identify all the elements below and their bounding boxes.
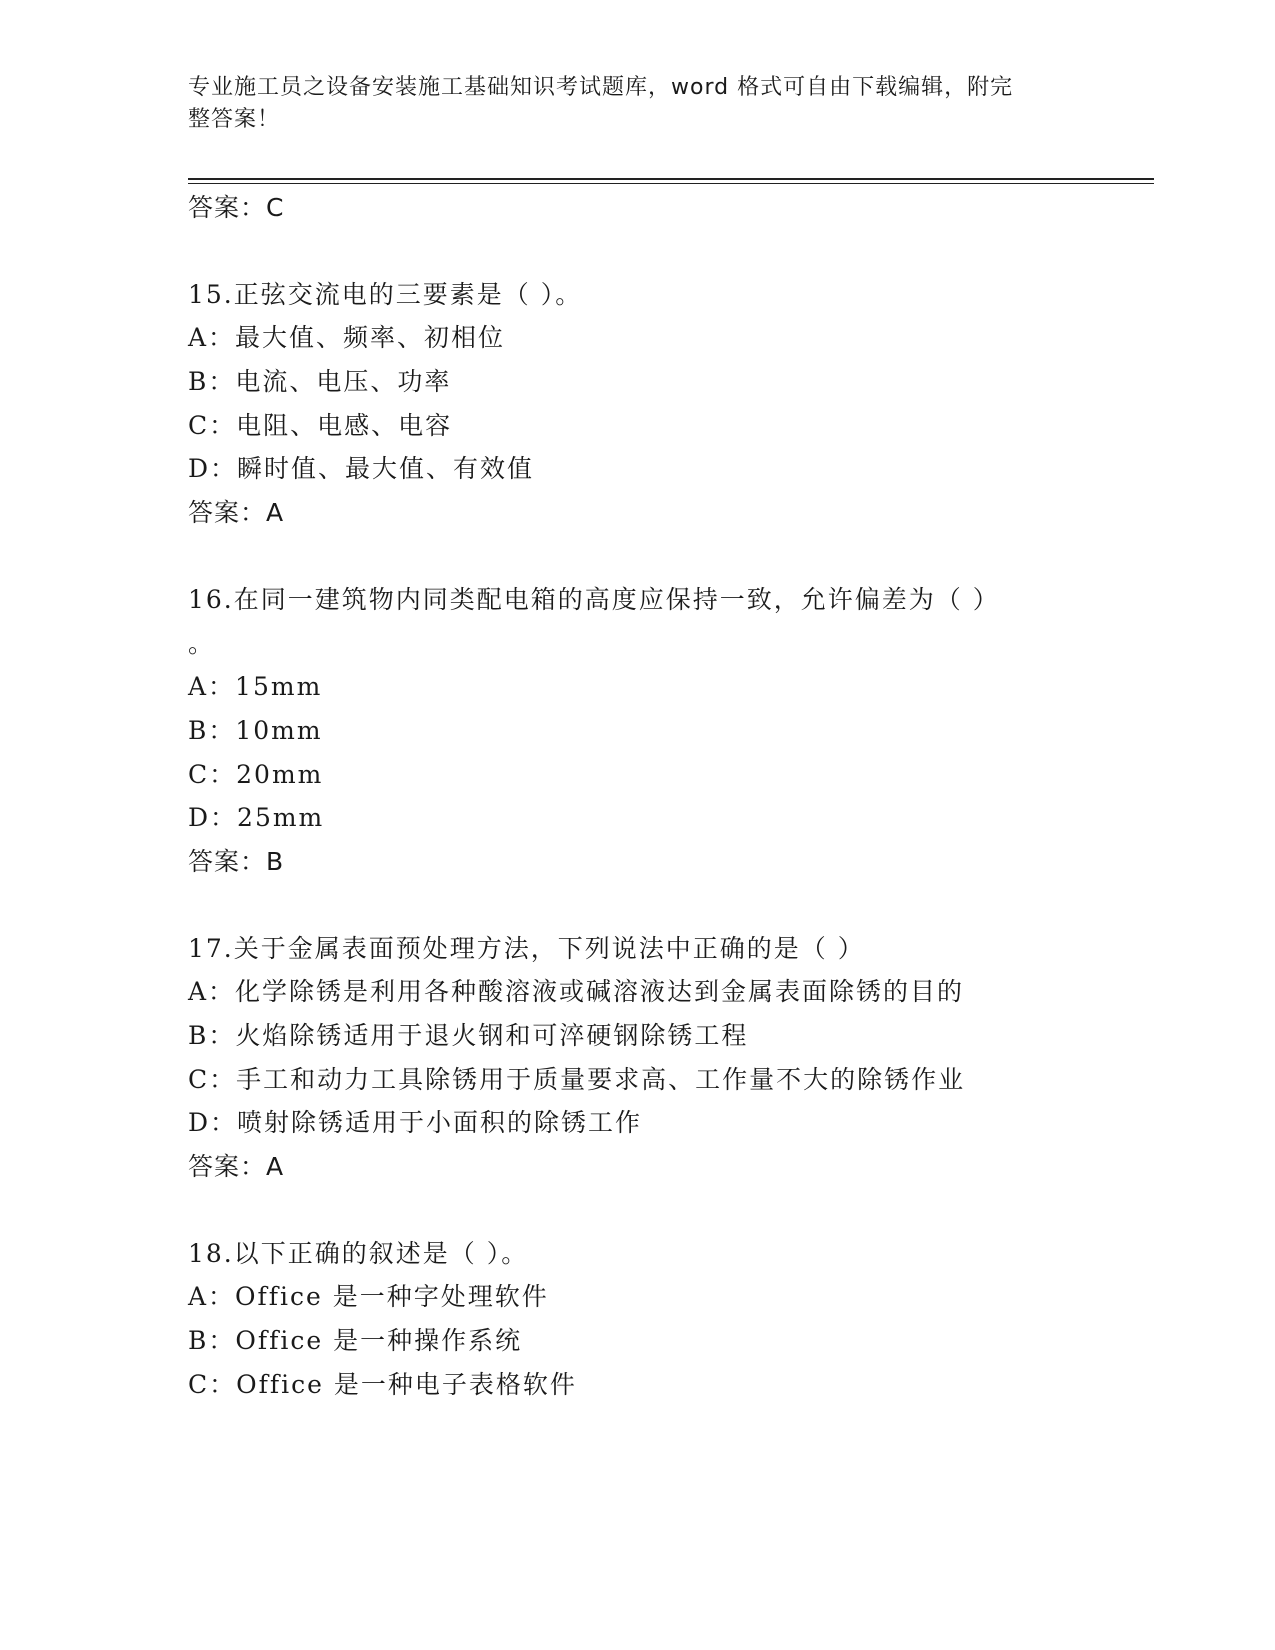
question-16-answer: 答案：B — [188, 847, 285, 876]
question-17-stem: 17.关于金属表面预处理方法，下列说法中正确的是（ ） — [188, 934, 865, 963]
question-16-option-a: A：15mm — [188, 672, 323, 701]
question-17-option-b: B：火焰除锈适用于退火钢和可淬硬钢除锈工程 — [188, 1021, 749, 1050]
question-17-option-a: A：化学除锈是利用各种酸溶液或碱溶液达到金属表面除锈的目的 — [188, 977, 965, 1006]
header-line-1: 专业施工员之设备安装施工基础知识考试题库，word 格式可自由下载编辑，附完 — [188, 75, 1014, 100]
question-15-stem: 15.正弦交流电的三要素是（ ）。 — [188, 280, 583, 309]
question-17-answer: 答案：A — [188, 1152, 285, 1181]
header-divider-thick — [188, 178, 1154, 180]
question-17-option-d: D：喷射除锈适用于小面积的除锈工作 — [188, 1108, 643, 1137]
question-18-option-c: C：Office 是一种电子表格软件 — [188, 1370, 577, 1399]
question-18-stem: 18.以下正确的叙述是（ ）。 — [188, 1239, 529, 1268]
question-15-option-c: C：电阻、电感、电容 — [188, 411, 453, 440]
question-17-option-c: C：手工和动力工具除锈用于质量要求高、工作量不大的除锈作业 — [188, 1065, 966, 1094]
header-line-2: 整答案！ — [188, 107, 281, 132]
header-divider-thin — [188, 183, 1154, 184]
question-16-option-c: C：20mm — [188, 760, 324, 789]
previous-answer: 答案：C — [188, 193, 285, 222]
question-16-option-d: D：25mm — [188, 803, 325, 832]
question-18-option-a: A：Office 是一种字处理软件 — [188, 1282, 549, 1311]
question-15-option-b: B：电流、电压、功率 — [188, 367, 452, 396]
question-15-answer: 答案：A — [188, 498, 285, 527]
question-16-option-b: B：10mm — [188, 716, 323, 745]
question-16-stem: 16.在同一建筑物内同类配电箱的高度应保持一致，允许偏差为（ ） — [188, 585, 1000, 614]
question-15-option-d: D：瞬时值、最大值、有效值 — [188, 454, 535, 483]
question-18-option-b: B：Office 是一种操作系统 — [188, 1326, 523, 1355]
document-header — [188, 72, 1068, 136]
question-15-option-a: A：最大值、频率、初相位 — [188, 323, 506, 352]
question-16-stem-continuation: 。 — [188, 629, 216, 658]
